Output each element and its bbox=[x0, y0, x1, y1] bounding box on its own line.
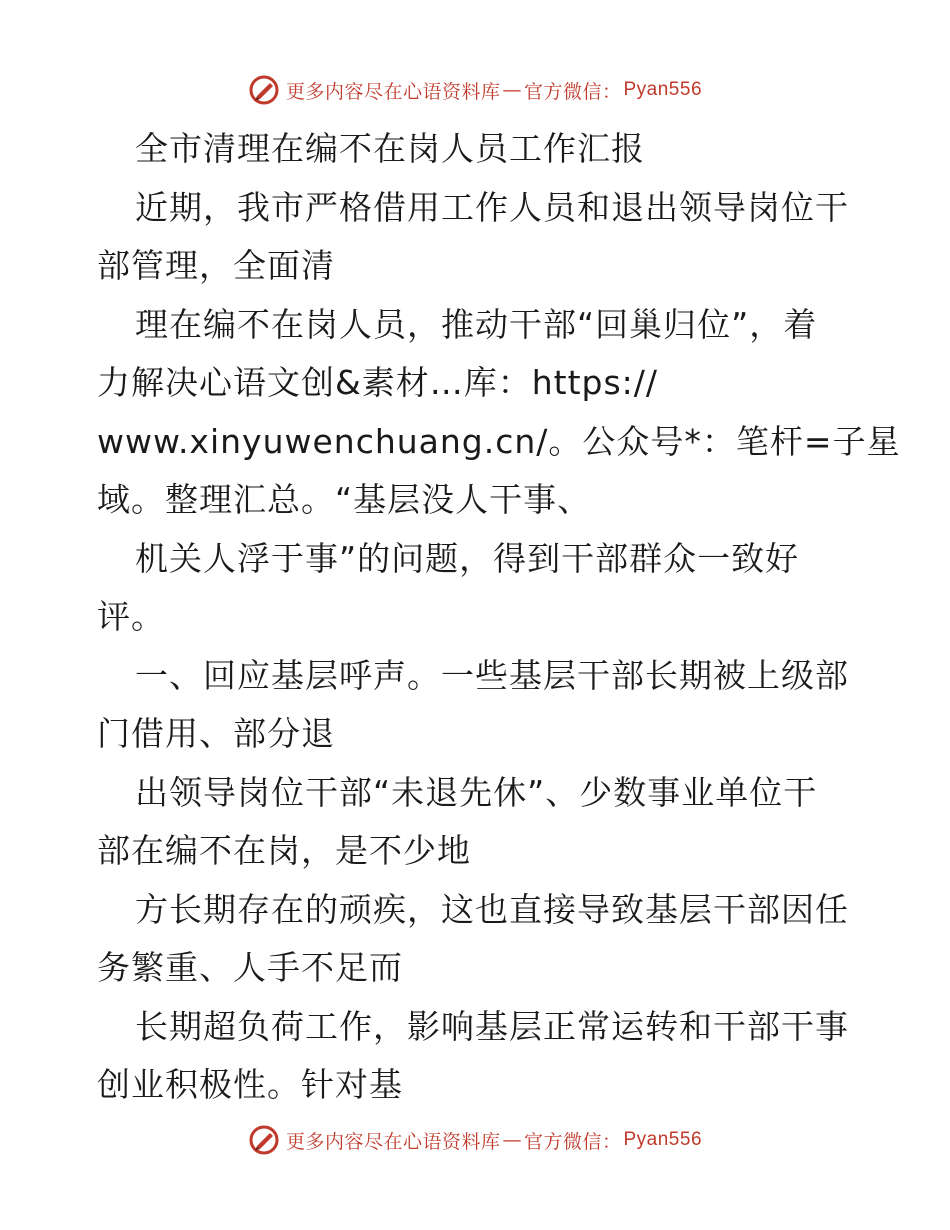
document-title: 全市清理在编不在岗人员工作汇报 bbox=[135, 129, 645, 168]
paragraph-line: 评。 bbox=[97, 597, 165, 636]
paragraph-line: 部管理，全面清 bbox=[97, 246, 335, 285]
paragraph-line: 机关人浮于事”的问题，得到干部群众一致好 bbox=[135, 538, 800, 578]
pen-logo-icon bbox=[248, 1124, 280, 1156]
footer-banner bbox=[0, 1120, 950, 1160]
footer-wechat-label: 官方微信： bbox=[523, 1130, 622, 1153]
pen-logo-icon bbox=[248, 74, 280, 106]
header-wechat-id: Pyan556 bbox=[623, 79, 703, 100]
paragraph-line: www.xinyuwenchuang.cn/。公众号*：笔杆=子星 bbox=[97, 421, 901, 461]
paragraph-line: 方长期存在的顽疾，这也直接导致基层干部因任 bbox=[135, 889, 849, 929]
paragraph-line: 长期超负荷工作，影响基层正常运转和干部干事 bbox=[135, 1006, 849, 1046]
paragraph-line: 创业积极性。针对基 bbox=[97, 1065, 403, 1104]
paragraph-line: 门借用、部分退 bbox=[97, 714, 335, 753]
header-wechat-label: 官方微信： bbox=[523, 80, 622, 103]
header-separator: — bbox=[502, 79, 522, 101]
paragraph-line: 一、回应基层呼声。一些基层干部长期被上级部 bbox=[135, 655, 849, 695]
paragraph-line: 力解决心语文创&素材…库：https:// bbox=[97, 363, 659, 402]
paragraph-line: 部在编不在岗，是不少地 bbox=[97, 831, 471, 870]
header-banner bbox=[0, 70, 950, 110]
document-body bbox=[97, 120, 901, 1115]
paragraph-line: 务繁重、人手不足而 bbox=[97, 948, 403, 987]
paragraph-line: 出领导岗位干部“未退先休”、少数事业单位干 bbox=[135, 772, 818, 812]
paragraph-line: 近期，我市严格借用工作人员和退出领导岗位干 bbox=[135, 187, 849, 227]
paragraph-line: 理在编不在岗人员，推动干部“回巢归位”，着 bbox=[135, 304, 818, 344]
footer-wechat-id: Pyan556 bbox=[623, 1129, 703, 1150]
footer-separator: — bbox=[502, 1129, 522, 1151]
paragraph-line: 域。整理汇总。“基层没人干事、 bbox=[97, 480, 592, 519]
footer-brand-text: 更多内容尽在心语资料库 bbox=[285, 1130, 501, 1153]
header-brand-text: 更多内容尽在心语资料库 bbox=[285, 80, 501, 103]
